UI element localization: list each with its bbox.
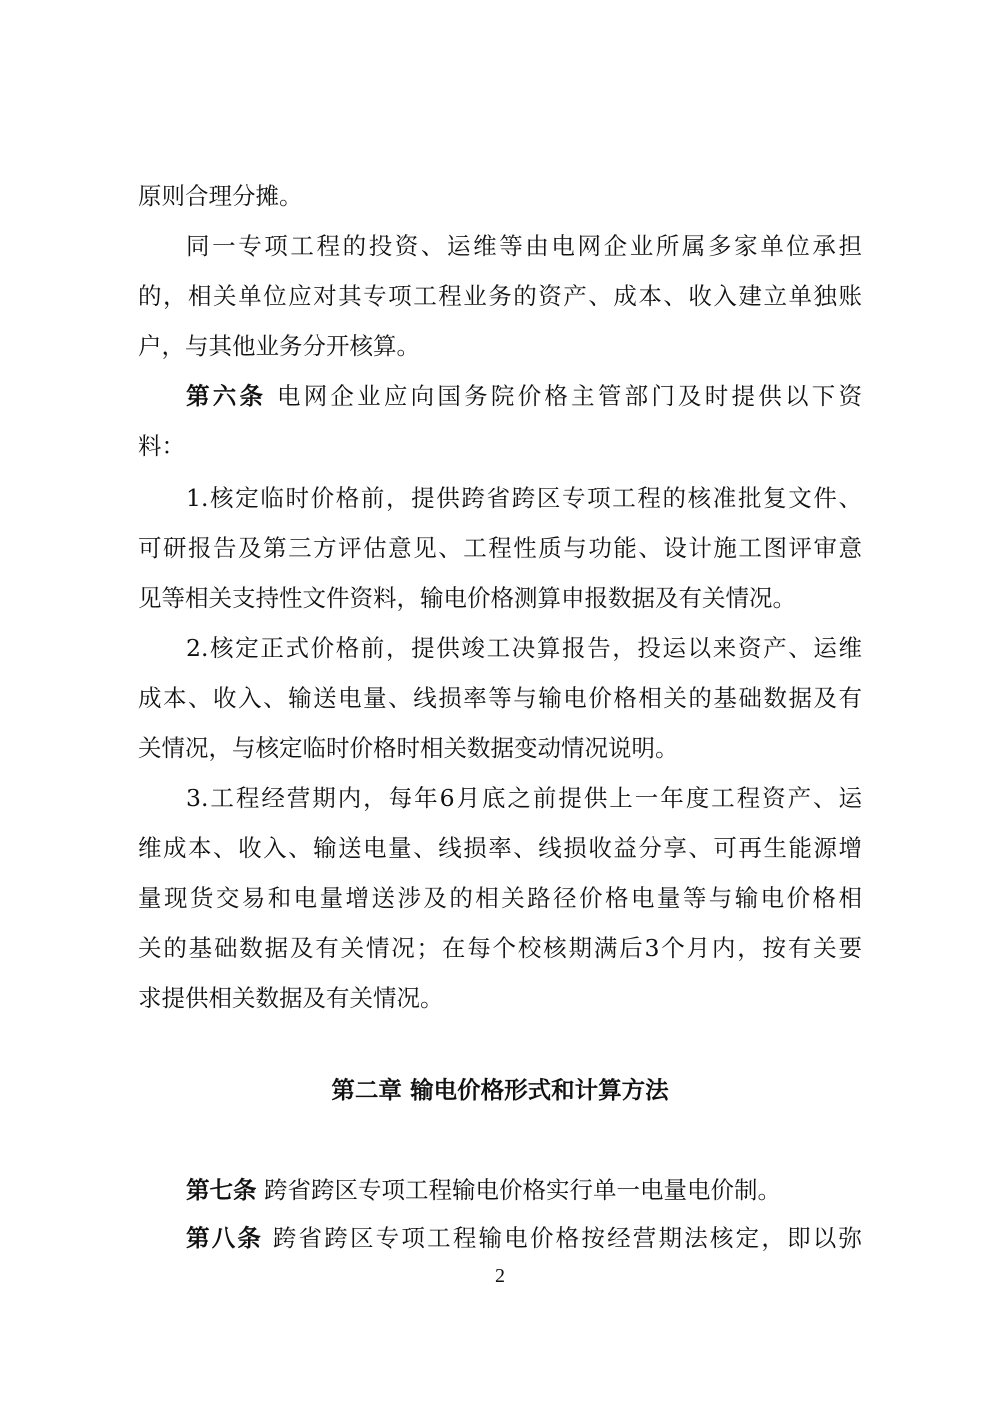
paragraph-line: 1.核定临时价格前，提供跨省跨区专项工程的核准批复文件、	[186, 484, 862, 512]
paragraph-line: 同一专项工程的投资、运维等由电网企业所属多家单位承担	[186, 232, 862, 260]
article-six-line	[186, 378, 862, 414]
paragraph-line: 见等相关支持性文件资料，输电价格测算申报数据及有关情况。	[138, 584, 796, 612]
paragraph-line: 关情况，与核定临时价格时相关数据变动情况说明。	[138, 734, 679, 762]
paragraph-line: 成本、收入、输送电量、线损率等与输电价格相关的基础数据及有	[138, 684, 862, 712]
article-six-label: 第六条	[186, 382, 267, 410]
article-eight-label: 第八条	[186, 1224, 264, 1252]
paragraph-line: 3.工程经营期内，每年6月底之前提供上一年度工程资产、运	[186, 784, 862, 812]
article-seven-line	[186, 1172, 862, 1208]
paragraph-line: 户，与其他业务分开核算。	[138, 332, 420, 360]
paragraph-line: 求提供相关数据及有关情况。	[138, 984, 444, 1012]
article-seven-text: 跨省跨区专项工程输电价格实行单一电量电价制。	[263, 1176, 781, 1204]
paragraph-line: 的，相关单位应对其专项工程业务的资产、成本、收入建立单独账	[138, 282, 862, 310]
paragraph-line: 料：	[138, 432, 185, 460]
paragraph-line: 原则合理分摊。	[138, 182, 303, 210]
article-six-text: 电网企业应向国务院价格主管部门及时提供以下资	[276, 382, 863, 410]
paragraph-line: 维成本、收入、输送电量、线损率、线损收益分享、可再生能源增	[138, 834, 862, 862]
article-seven-label: 第七条	[186, 1176, 257, 1204]
page-number: 2	[495, 1265, 505, 1287]
article-eight-line	[186, 1220, 862, 1256]
paragraph-line: 可研报告及第三方评估意见、工程性质与功能、设计施工图评审意	[138, 534, 862, 562]
paragraph-line: 关的基础数据及有关情况；在每个校核期满后3个月内，按有关要	[138, 934, 862, 962]
article-eight-text: 跨省跨区专项工程输电价格按经营期法核定，即以弥	[272, 1224, 862, 1252]
paragraph-line: 2.核定正式价格前，提供竣工决算报告，投运以来资产、运维	[186, 634, 862, 662]
chapter-title: 第二章 输电价格形式和计算方法	[331, 1076, 669, 1104]
paragraph-line: 量现货交易和电量增送涉及的相关路径价格电量等与输电价格相	[138, 884, 862, 912]
